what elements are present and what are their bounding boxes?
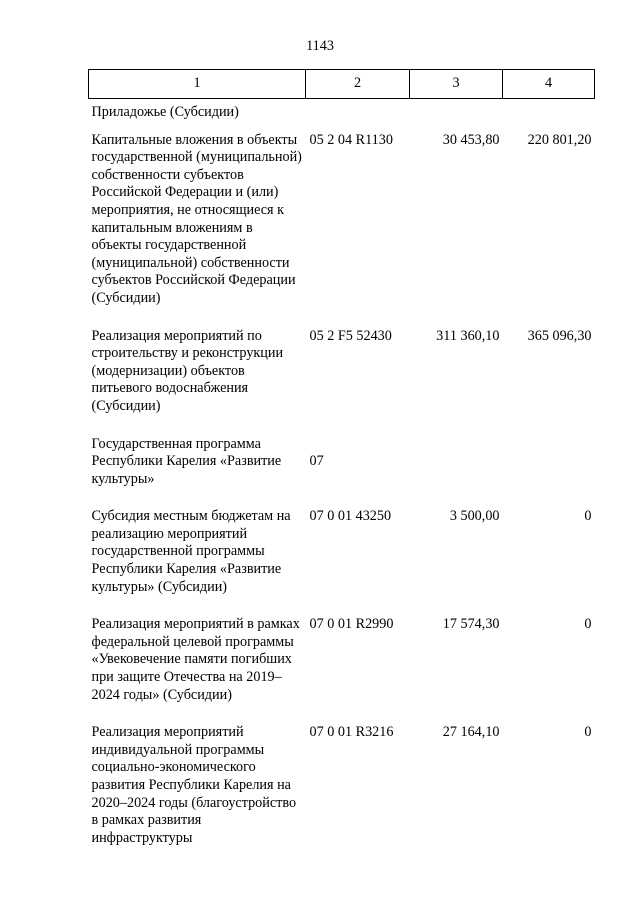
row-name: Государственная программа Республики Карелия «Развитие культуры» — [91, 435, 282, 487]
budget-table — [88, 69, 595, 867]
table-row — [89, 508, 595, 616]
column-header-1: 1 — [89, 70, 306, 99]
table-row — [89, 328, 595, 436]
table-row — [89, 436, 595, 509]
row-amount-1: 3 500,00 — [449, 508, 500, 525]
row-name: Приладожье (Субсидии) — [91, 104, 239, 120]
row-amount-2 — [503, 99, 595, 132]
row-amount-2: 0 — [584, 616, 592, 633]
row-amount-2: 365 096,30 — [527, 327, 592, 344]
table-row — [89, 616, 595, 724]
column-header-2: 2 — [306, 70, 410, 99]
page-number: 1143 — [306, 38, 334, 54]
table-body — [89, 99, 595, 868]
row-name: Реализация мероприятий индивидуальной программы социально-экономического развития Республики Карелия на 2020–2024 годы (благоустройство в рамках развития инфраструктуры — [91, 724, 297, 846]
row-name: Реализация мероприятий по строительству и реконструкции (модернизации) объектов питьевого водоснабжения (Субсидии) — [91, 327, 284, 414]
row-code: 05 2 F5 52430 — [309, 327, 392, 344]
column-header-3: 3 — [410, 70, 503, 99]
row-amount-1: 17 574,30 — [442, 616, 500, 633]
row-code — [306, 99, 410, 132]
row-code: 07 0 01 R3216 — [309, 724, 394, 741]
row-name: Капитальные вложения в объекты государственной (муниципальной) собственности субъектов Российской Федерации и (или) мероприятия, не относящиеся к капитальным вложениям в объекты государственной (муниципальной) собственности субъектов Российской Федерации (Субсидии) — [91, 131, 302, 306]
row-amount-2: 0 — [584, 724, 592, 741]
row-code: 07 — [309, 453, 324, 470]
row-amount-1: 27 164,10 — [442, 724, 500, 741]
row-name: Реализация мероприятий в рамках федеральной целевой программы «Увековечение памяти погибших при защите Отечества на 2019–2024 годы» (Субсидии) — [91, 616, 300, 703]
row-name: Субсидия местным бюджетам на реализацию мероприятий государственной программы Республики Карелия «Развитие культуры» (Субсидии) — [91, 508, 291, 595]
table-row — [89, 99, 595, 132]
row-amount-2: 220 801,20 — [527, 131, 592, 148]
row-amount-2: 0 — [584, 508, 592, 525]
row-code: 07 0 01 43250 — [309, 508, 392, 525]
row-amount-1 — [410, 436, 503, 509]
row-amount-1 — [410, 99, 503, 132]
header-row — [89, 70, 595, 99]
table-row — [89, 724, 595, 867]
row-amount-1: 30 453,80 — [442, 131, 500, 148]
table-header — [89, 70, 595, 99]
row-amount-2 — [503, 436, 595, 509]
table-row — [89, 132, 595, 328]
row-code: 07 0 01 R2990 — [309, 616, 394, 633]
row-amount-1: 311 360,10 — [436, 327, 500, 344]
column-header-4: 4 — [503, 70, 595, 99]
row-code: 05 2 04 R1130 — [309, 131, 393, 148]
